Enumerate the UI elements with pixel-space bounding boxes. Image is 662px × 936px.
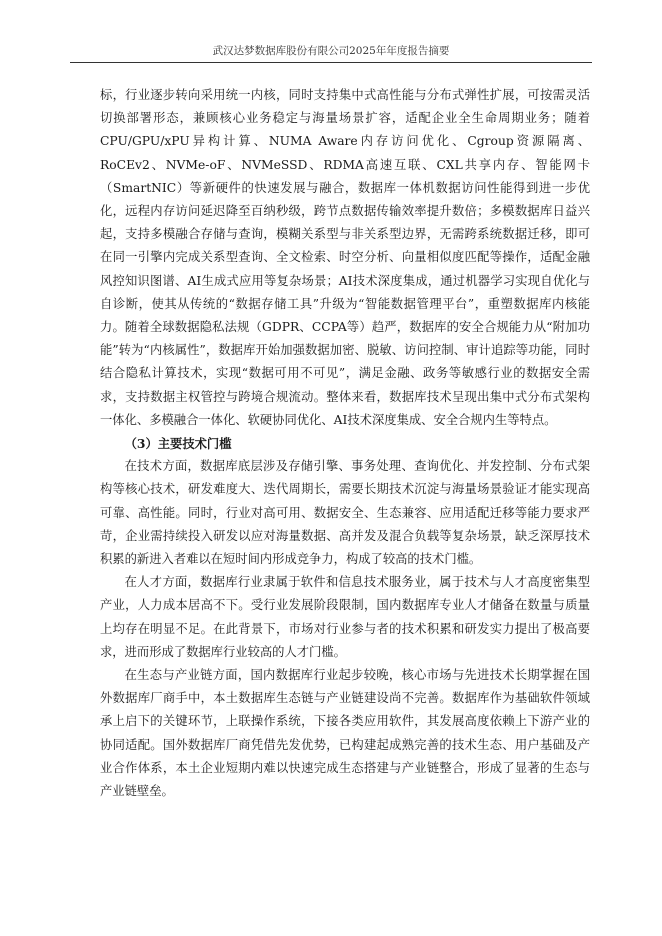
paragraph-ecosystem: 在生态与产业链方面，国内数据库行业起步较晚，核心市场与先进技术长期掌握在国外数据库厂商手中，本土数据库生态链与产业链建设尚不完善。数据库作为基础软件领域承上启下的关键环节，上联操作系统，下接各类应用软件，其发展高度依赖上下游产业的协同适配。国外数据库厂商凭借先发优势，已构建起成熟完善的技术生态、用户基础及产业合作体系，本土企业短期内难以快速完成生态搭建与产业链整合，形成了显著的生态与产业链壁垒。 bbox=[100, 668, 590, 799]
page-header: 武汉达梦数据库股份有限公司2025年年度报告摘要 bbox=[212, 45, 450, 57]
header-divider bbox=[70, 62, 592, 63]
section-heading: （3）主要技术门槛 bbox=[124, 436, 232, 452]
paragraph-technology: 在技术方面，数据库底层涉及存储引擎、事务处理、查询优化、并发控制、分布式架构等核心技术，研发难度大、迭代周期长，需要长期技术沉淀与海量场景验证才能实现高可靠、高性能。同时，行业对高可用、数据安全、生态兼容、应用适配迁移等能力要求严苛，企业需持续投入研发以应对海量数据、高并发及混合负载等复杂场景，缺乏深厚技术积累的新进入者难以在短时间内形成竞争力，构成了较高的技术门槛。 bbox=[100, 459, 590, 567]
document-body bbox=[100, 84, 590, 803]
paragraph-talent: 在人才方面，数据库行业隶属于软件和信息技术服务业，属于技术与人才高度密集型产业，人力成本居高不下。受行业发展阶段限制，国内数据库专业人才储备在数量与质量上均存在明显不足。在此背景下，市场对行业参与者的技术积累和研发实力提出了极高要求，进而形成了数据库行业较高的人才门槛。 bbox=[100, 575, 590, 659]
paragraph-continued: 标，行业逐步转向采用统一内核，同时支持集中式高性能与分布式弹性扩展，可按需灵活切换部署形态，兼顾核心业务稳定与海量场景扩容，适配企业全生命周期业务；随着CPU/GPU/xPU异构计算、NUMA Aware内存访问优化、Cgroup资源隔离、RoCEv2、NVMe-oF、NVMeSSD、RDMA高速互联、CXL共享内存、智能网卡（SmartNIC）等新硬件的快速发展与融合，数据库一体机数据访问性能得到进一步优化，远程内存访问延迟降至百纳秒级，跨节点数据传输效率提升数倍；多模数据库日益兴起，支持多模融合存储与查询，模糊关系型与非关系型边界，无需跨系统数据迁移，即可在同一引擎内完成关系型查询、全文检索、时空分析、向量相似度匹配等操作，适配金融风控知识图谱、AI生成式应用等复杂场景；AI技术深度集成，通过机器学习实现自优化与自诊断，使其从传统的“数据存储工具”升级为“智能数据管理平台”，重塑数据库内核能力。随着全球数据隐私法规（GDPR、CCPA等）趋严，数据库的安全合规能力从“附加功能”转为“内核属性”，数据库开始加强数据加密、脱敏、访问控制、审计追踪等功能，同时结合隐私计算技术，实现“数据可用不可见”，满足金融、政务等敏感行业的数据安全需求，支持数据主权管控与跨境合规流动。整体来看，数据库技术呈现出集中式分布式架构一体化、多模融合一体化、软硬协同优化、AI技术深度集成、安全合规内生等特点。 bbox=[100, 88, 590, 427]
